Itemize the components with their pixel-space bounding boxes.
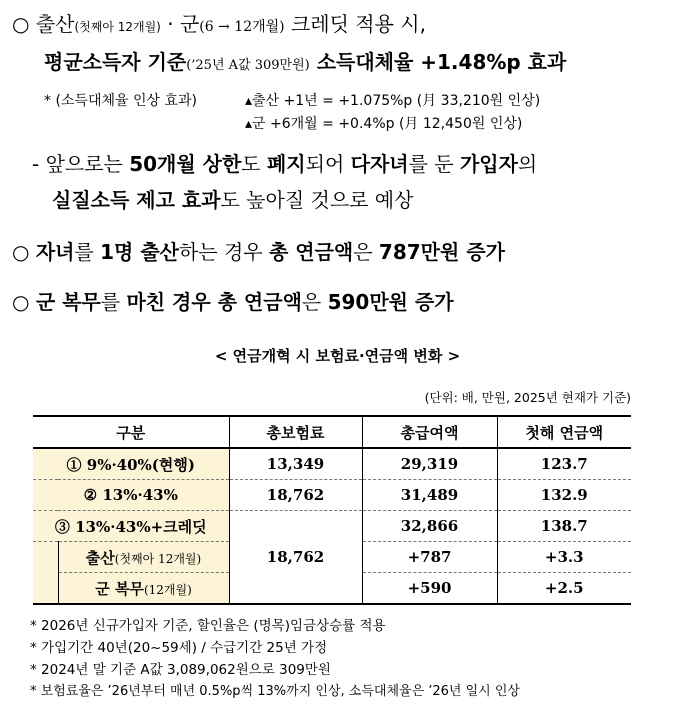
bullet-2: ○ 자녀를 1명 출산하는 경우 총 연금액은 787만원 증가 bbox=[12, 240, 505, 264]
footnote: * 가입기간 40년(20~59세) / 수급기간 25년 가정 bbox=[30, 640, 328, 656]
row-label: ③ 13%·43%+크레딧 bbox=[33, 511, 229, 542]
table-title: < 연금개혁 시 보험료·연금액 변화 > bbox=[214, 347, 461, 365]
table-row bbox=[33, 511, 631, 542]
table-unit: (단위: 배, 만원, 2025년 현재가 기준) bbox=[424, 390, 631, 405]
benefit-cell: 31,489 bbox=[362, 480, 497, 511]
premium-cell: 13,349 bbox=[229, 448, 362, 480]
pension-table bbox=[33, 415, 631, 605]
circle-bullet-icon: ○ bbox=[12, 290, 30, 314]
premium-cell: 18,762 bbox=[229, 480, 362, 511]
benefit-cell: +590 bbox=[362, 573, 497, 605]
first-year-cell: +2.5 bbox=[497, 573, 631, 605]
header-premium: 총보험료 bbox=[229, 416, 362, 448]
first-year-cell: 123.7 bbox=[497, 448, 631, 480]
benefit-cell: 29,319 bbox=[362, 448, 497, 480]
note-row-1: ▴출산 +1년 = +1.075%p (月 33,210원 인상) bbox=[245, 93, 541, 109]
indent-spacer bbox=[33, 573, 58, 605]
note-label: * (소득대체율 인상 효과) bbox=[44, 93, 197, 109]
row-label: ② 13%·43% bbox=[33, 480, 229, 511]
first-year-cell: 132.9 bbox=[497, 480, 631, 511]
circle-bullet-icon: ○ bbox=[12, 12, 30, 36]
header-first-year: 첫해 연금액 bbox=[497, 416, 631, 448]
sub-row-label: 출산(첫째아 12개월) bbox=[58, 542, 229, 573]
note-row-2: ▴군 +6개월 = +0.4%p (月 12,450원 인상) bbox=[245, 116, 523, 132]
bullet-3: ○ 군 복무를 마친 경우 총 연금액은 590만원 증가 bbox=[12, 290, 454, 314]
dash-line-2: 실질소득 제고 효과도 높아질 것으로 예상 bbox=[52, 188, 414, 212]
bullet-1-line-1: ○ 출산(첫째아 12개월) · 군(6 → 12개월) 크레딧 적용 시, bbox=[12, 12, 426, 36]
footnote: * 2026년 신규가입자 기준, 할인율은 (명목)임금상승률 적용 bbox=[30, 618, 386, 634]
benefit-cell: +787 bbox=[362, 542, 497, 573]
table-row bbox=[33, 448, 631, 480]
header-category: 구분 bbox=[33, 416, 229, 448]
first-year-cell: 138.7 bbox=[497, 511, 631, 542]
sub-row-label: 군 복무(12개월) bbox=[58, 573, 229, 605]
merged-premium-cell: 18,762 bbox=[229, 511, 362, 605]
benefit-cell: 32,866 bbox=[362, 511, 497, 542]
footnote: * 2024년 말 기준 A값 3,089,062원으로 309만원 bbox=[30, 662, 331, 678]
circle-bullet-icon: ○ bbox=[12, 240, 30, 264]
first-year-cell: +3.3 bbox=[497, 542, 631, 573]
header-benefit: 총급여액 bbox=[362, 416, 497, 448]
row-label: ① 9%·40%(현행) bbox=[33, 448, 229, 480]
footnote: * 보험료율은 ’26년부터 매년 0.5%p씩 13%까지 인상, 소득대체율은 ’26년 일시 인상 bbox=[30, 684, 520, 699]
indent-spacer bbox=[33, 542, 58, 573]
bullet-1-line-2: 평균소득자 기준(’25년 A값 309만원) 소득대체율 +1.48%p 효과 bbox=[44, 50, 567, 74]
dash-line-1: - 앞으로는 50개월 상한도 폐지되어 다자녀를 둔 가입자의 bbox=[32, 152, 538, 176]
table-header-row bbox=[33, 416, 631, 448]
table-row bbox=[33, 480, 631, 511]
